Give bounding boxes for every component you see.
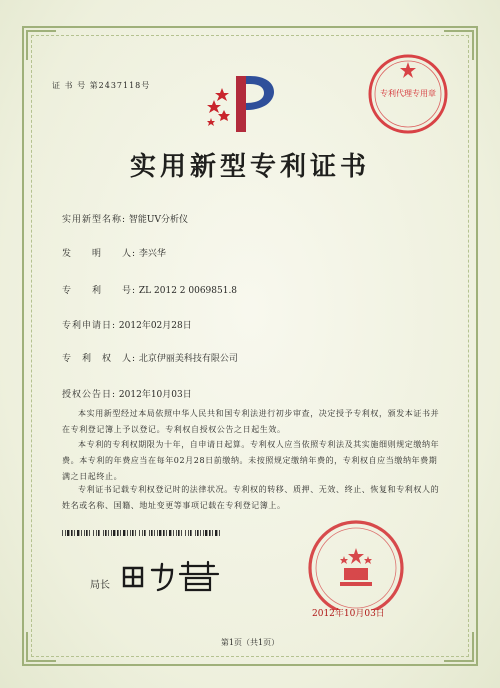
field-value: 智能UV分析仪 bbox=[128, 215, 189, 225]
director-signature bbox=[118, 560, 228, 594]
field-patent-number bbox=[62, 283, 237, 296]
field-value: 北京伊丽美科技有限公司 bbox=[138, 354, 238, 364]
field-application-date bbox=[62, 318, 192, 331]
corner-ornament bbox=[26, 30, 56, 60]
field-value: 2012年10月03日 bbox=[118, 390, 192, 400]
page-title: 实用新型专利证书 bbox=[129, 152, 370, 182]
certificate-number bbox=[52, 80, 150, 91]
field-value: 李兴华 bbox=[138, 249, 166, 259]
director-label: 局长 bbox=[90, 580, 110, 591]
field-utility-model-name bbox=[62, 212, 188, 225]
page-number: 第1页（共1页） bbox=[220, 638, 280, 647]
barcode bbox=[62, 530, 222, 536]
agency-seal bbox=[366, 52, 450, 136]
field-label: 授权公告日: bbox=[62, 390, 117, 400]
body-paragraph: 本专利的专利权期限为十年，自申请日起算。专利权人应当依照专利法及其实施细则规定缴纳年费。本专利的年费应当在每年02月28日前缴纳。未按照规定缴纳年费的，专利权自应当缴纳年费期满之日起终止。 bbox=[62, 440, 440, 481]
field-value: ZL 2012 2 0069851.8 bbox=[138, 286, 238, 296]
certificate-number-value: 第2437118号 bbox=[89, 81, 151, 90]
field-patentee bbox=[62, 351, 238, 364]
seal-date: 2012年10月03日 bbox=[312, 609, 385, 619]
body-paragraph: 本实用新型经过本局依照中华人民共和国专利法进行初步审查，决定授予专利权，颁发本证书并在专利登记簿上予以登记。专利权自授权公告之日起生效。 bbox=[62, 409, 440, 434]
field-label: 发 明 人: bbox=[62, 249, 137, 259]
field-label: 实用新型名称: bbox=[62, 215, 127, 225]
state-ip-office-seal bbox=[290, 510, 422, 610]
certificate-number-label: 证 书 号 bbox=[52, 81, 87, 90]
field-label: 专利申请日: bbox=[62, 321, 117, 331]
field-label: 专 利 号: bbox=[62, 286, 137, 296]
field-publication-date bbox=[62, 387, 192, 400]
field-inventor bbox=[62, 246, 166, 259]
body-paragraph: 专利证书记载专利权登记时的法律状况。专利权的转移、质押、无效、终止、恢复和专利权人的姓名或名称、国籍、地址变更等事项记载在专利登记簿上。 bbox=[62, 485, 440, 510]
patent-office-logo bbox=[200, 70, 280, 136]
agency-seal-center-text: 专利代理专用章 bbox=[380, 89, 436, 98]
field-value: 2012年02月28日 bbox=[118, 321, 192, 331]
field-label: 专 利 权 人: bbox=[62, 354, 137, 364]
